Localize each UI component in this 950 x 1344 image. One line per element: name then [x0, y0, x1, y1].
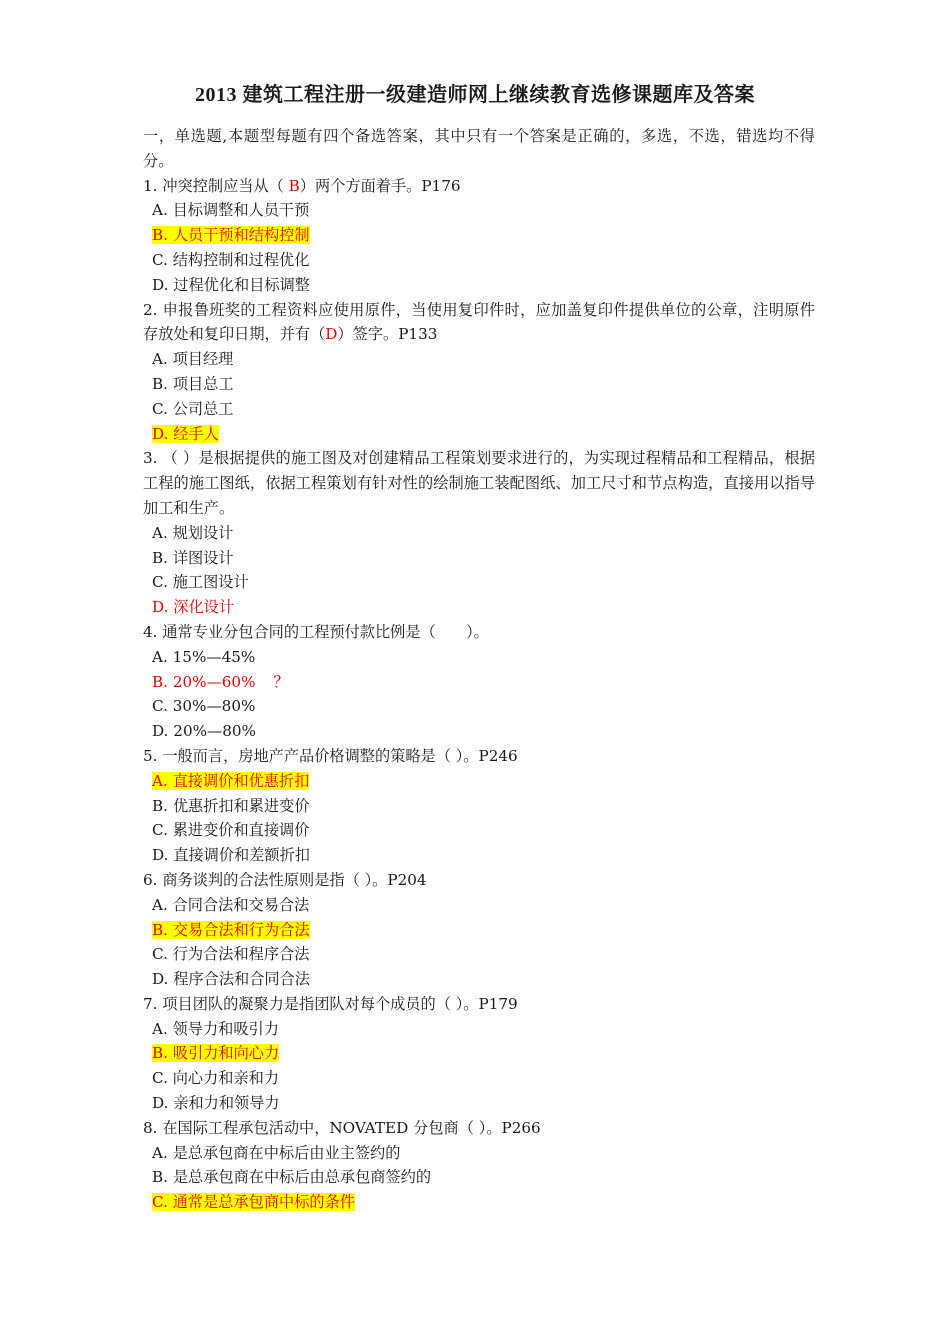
question-1-text-start: 1. 冲突控制应当从（: [143, 176, 289, 195]
question-5-option-a: [143, 769, 815, 794]
question-1-option-d: D. 过程优化和目标调整: [152, 275, 310, 294]
question-5: 5. 一般而言，房地产产品价格调整的策略是（ ）。P246: [143, 746, 518, 765]
question-1-answer: B: [288, 176, 300, 195]
question-8-option-b: B. 是总承包商在中标后由总承包商签约的: [152, 1168, 432, 1187]
question-4-option-a: A. 15%—45%: [152, 647, 256, 666]
question-1-text-end: ）两个方面着手。P176: [299, 176, 461, 195]
question-1-option-b-highlight: B. 人员干预和结构控制: [152, 226, 310, 245]
question-1-option-c: C. 结构控制和过程优化: [152, 250, 310, 269]
question-4-option-b: [143, 670, 815, 695]
question-2-answer: D: [325, 325, 338, 344]
question-4: 4. 通常专业分包合同的工程预付款比例是（ ）。: [143, 622, 489, 641]
question-7-option-c: C. 向心力和亲和力: [152, 1069, 280, 1088]
question-3-option-b: B. 详图设计: [152, 548, 234, 567]
question-8-option-c-highlight: C. 通常是总承包商中标的条件: [152, 1193, 355, 1212]
question-6-option-b: [143, 918, 815, 943]
question-6-option-d: D. 程序合法和合同合法: [152, 970, 310, 989]
question-8-option-c: [143, 1190, 815, 1215]
question-4-option-c: C. 30%—80%: [152, 697, 256, 716]
document-title: 2013 建筑工程注册一级建造师网上继续教育选修课题库及答案: [195, 84, 755, 106]
question-6-option-a: A. 合同合法和交易合法: [152, 895, 310, 914]
question-7-option-d: D. 亲和力和领导力: [152, 1094, 280, 1113]
question-1: [143, 174, 815, 199]
question-6: 6. 商务谈判的合法性原则是指（ ）。P204: [143, 870, 427, 889]
question-2-option-b: B. 项目总工: [152, 374, 234, 393]
question-2-text-end: ）签字。P133: [337, 325, 438, 344]
question-8: 8. 在国际工程承包活动中，NOVATED 分包商（ ）。P266: [143, 1118, 541, 1137]
question-5-option-b: B. 优惠折扣和累进变价: [152, 796, 310, 815]
question-8-option-a: A. 是总承包商在中标后由业主签约的: [152, 1143, 401, 1162]
question-1-option-b: [143, 223, 815, 248]
question-3-option-c: C. 施工图设计: [152, 573, 249, 592]
question-2-option-a: A. 项目经理: [152, 350, 234, 369]
question-7-option-a: A. 领导力和吸引力: [152, 1019, 279, 1038]
question-2-option-d: [143, 422, 815, 447]
question-3: 3. （ ）是根据提供的施工图及对创建精品工程策划要求进行的，为实现过程精品和工程精品，根据工程的施工图纸，依据工程策划有针对性的绘制施工装配图纸、加工尺寸和节点构造，直接用以指导加工和生产。: [143, 449, 815, 517]
question-5-option-c: C. 累进变价和直接调价: [152, 821, 310, 840]
question-6-option-c: C. 行为合法和程序合法: [152, 945, 310, 964]
question-2-option-c: C. 公司总工: [152, 399, 234, 418]
question-list: [143, 124, 815, 1215]
question-5-option-d: D. 直接调价和差额折扣: [152, 846, 310, 865]
section-intro: 一，单选题,本题型每题有四个备选答案，其中只有一个答案是正确的，多选，不选，错选均不得分。: [143, 127, 815, 170]
question-2-option-d-highlight: D. 经手人: [152, 424, 219, 443]
question-4-option-b-text: B. 20%—60%: [152, 672, 256, 691]
question-7-option-b: [143, 1041, 815, 1066]
question-3-option-d: D. 深化设计: [152, 598, 235, 617]
question-5-option-a-highlight: A. 直接调价和优惠折扣: [152, 771, 310, 790]
question-6-option-b-highlight: B. 交易合法和行为合法: [152, 920, 310, 939]
question-1-option-a: A. 目标调整和人员干预: [152, 201, 310, 220]
question-7-option-b-highlight: B. 吸引力和向心力: [152, 1044, 280, 1063]
question-3-option-a: A. 规划设计: [152, 523, 234, 542]
question-4-option-d: D. 20%—80%: [152, 722, 256, 741]
question-2: [143, 298, 815, 348]
question-4-option-b-note: ？: [273, 672, 289, 691]
question-7: 7. 项目团队的凝聚力是指团队对每个成员的（ ）。P179: [143, 994, 518, 1013]
question-2-text-start: 2. 申报鲁班奖的工程资料应使用原件，当使用复印件时，应加盖复印件提供单位的公章，注明原件存放处和复印日期，并有（: [143, 300, 815, 344]
